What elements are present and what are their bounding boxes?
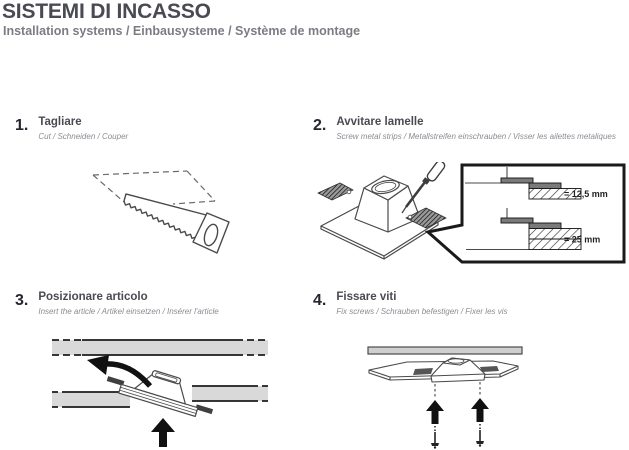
strip-screw-right: [408, 215, 412, 219]
screw-up-arrow-left: [426, 400, 444, 431]
fixture-underside-3d: [369, 358, 518, 382]
ceiling-panel-top: [52, 340, 268, 355]
step-1-number: 1.: [15, 117, 29, 134]
ceiling-panel-right: [192, 386, 268, 401]
dashed-cutout-outline: [93, 171, 215, 204]
screw-right-icon: [476, 430, 484, 447]
hand-saw-icon: [124, 194, 229, 253]
page-subtitle: Installation systems / Einbausysteme / Système de montage: [3, 24, 361, 38]
saw-blade: [124, 194, 210, 238]
step-4-number: 4.: [313, 292, 327, 309]
right-metal-strip: [480, 366, 499, 372]
step-3-title: Posizionare articolo: [38, 291, 148, 303]
push-up-arrow-icon: [151, 418, 175, 447]
screw-strips-illustration: [314, 162, 629, 267]
step-1-header: [15, 116, 128, 141]
step-4-header: [313, 291, 508, 316]
step-2-title: Avvitare lamelle: [336, 116, 424, 128]
step-3-subtitle: Insert the article / Artikel einsetzen / Insérer l'article: [38, 306, 219, 316]
saw-cut-illustration: [60, 158, 280, 268]
step-2-subtitle: Screw metal strips / Metallstreifen einschrauben / Visser les ailettes metaliques: [336, 131, 616, 141]
page-title: SISTEMI DI INCASSO: [2, 0, 211, 23]
measurement-12mm-label: = 12,5 mm: [564, 189, 608, 199]
insert-article-illustration: [40, 328, 280, 450]
left-metal-strip: [413, 368, 433, 375]
step-4-subtitle: Fix screws / Schrauben befestigen / Fixer les vis: [336, 306, 508, 316]
ceiling-panel-bar: [368, 347, 522, 354]
alignment-dashed-lines: [435, 382, 480, 399]
step-3-header: [15, 291, 219, 316]
step-2-header: [313, 116, 616, 141]
step-2-number: 2.: [313, 117, 327, 134]
ceiling-panel-left: [52, 392, 130, 407]
step-1-subtitle: Cut / Schneiden / Couper: [38, 131, 129, 141]
measurement-25mm-label: = 25 mm: [564, 234, 601, 245]
recessed-fixture-3d: [318, 176, 446, 259]
fix-screws-illustration: [345, 330, 580, 450]
screw-left-icon: [431, 432, 439, 449]
screw-up-arrow-right: [471, 398, 489, 429]
step-4-title: Fissare viti: [336, 291, 397, 303]
step-3-number: 3.: [15, 292, 29, 309]
step-1-title: Tagliare: [38, 116, 82, 128]
strip-screw-left: [347, 190, 351, 194]
